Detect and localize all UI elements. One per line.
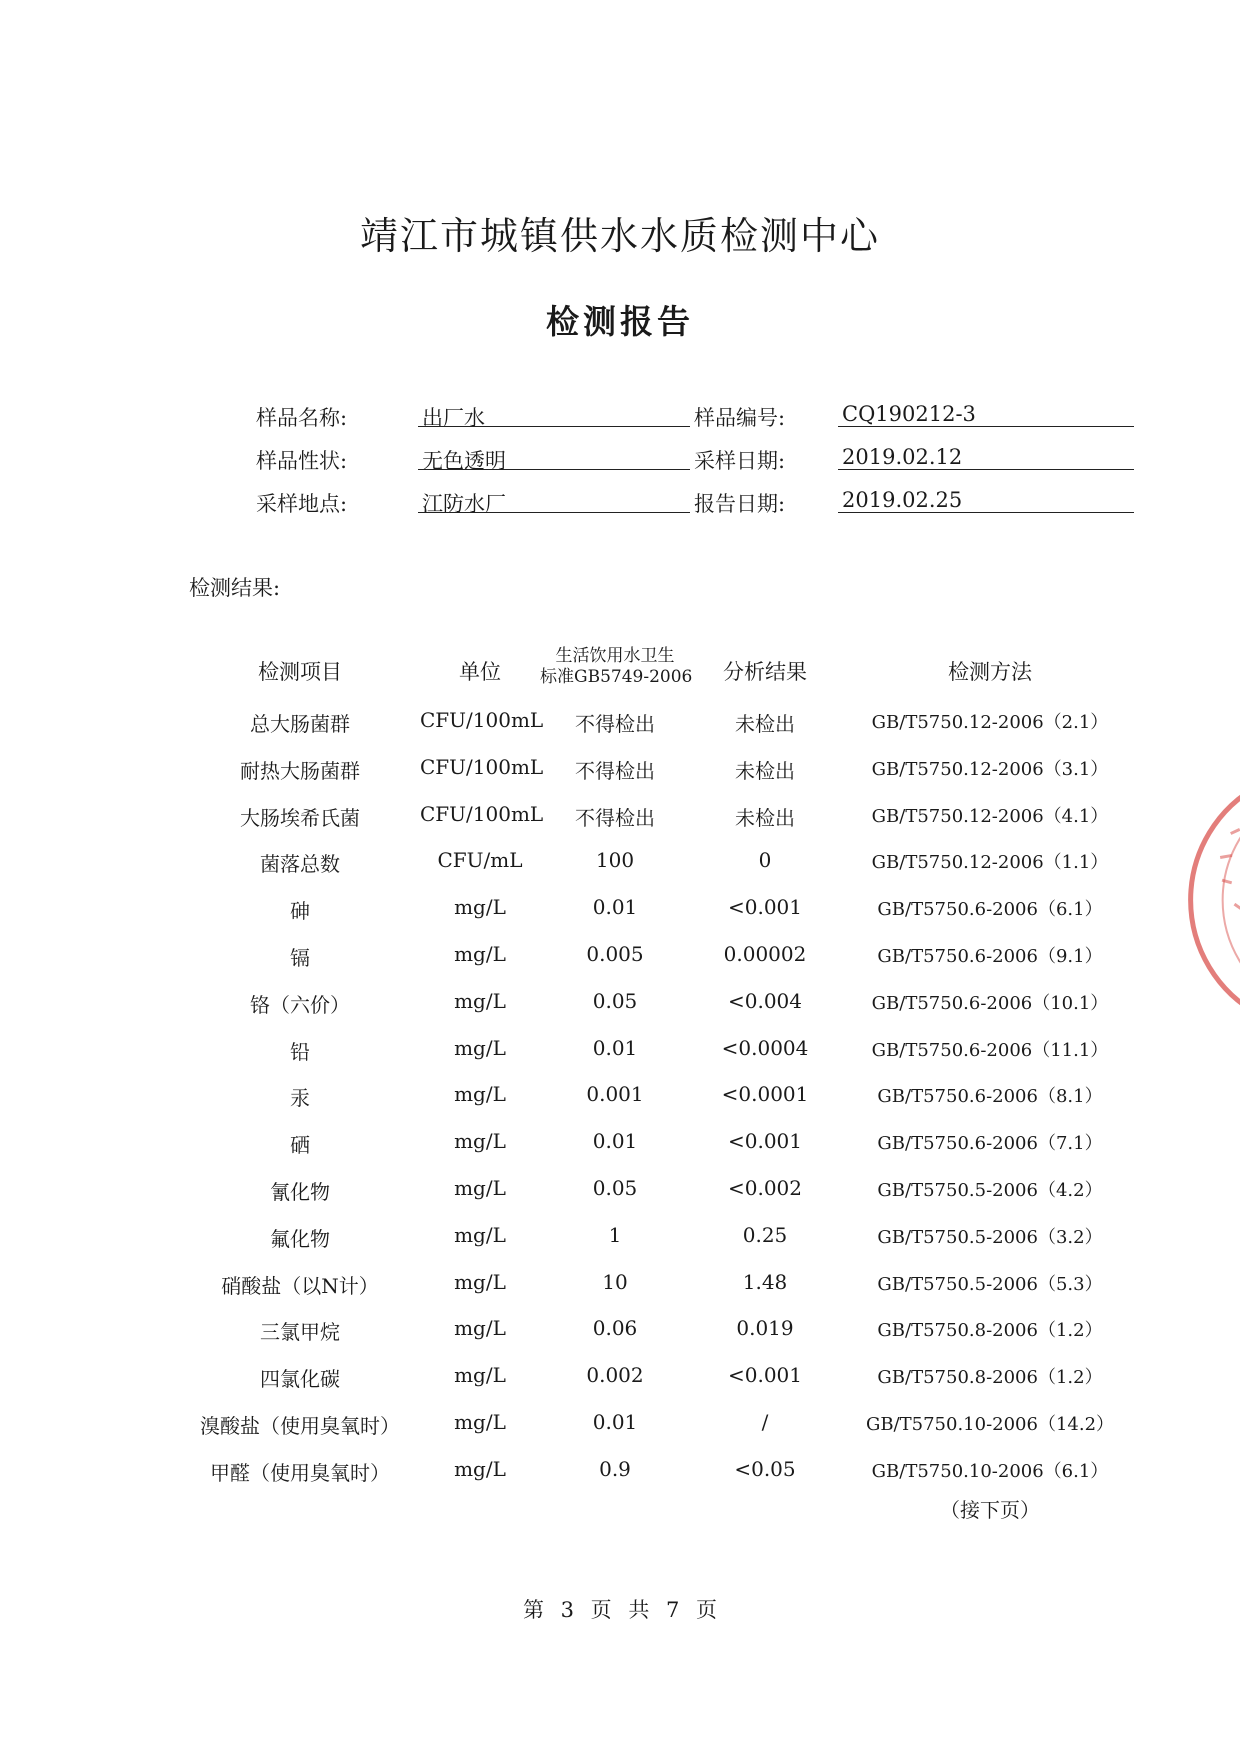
column-header-result: 分析结果	[723, 660, 807, 684]
column-header-standard	[540, 646, 693, 688]
cell-standard: 0.002	[586, 1363, 644, 1387]
cell-item: 菌落总数	[260, 852, 340, 876]
cell-standard: 不得检出	[575, 806, 655, 830]
column-header-unit: 单位	[459, 660, 501, 684]
sample-name-underline	[418, 426, 690, 427]
cell-result: <0.0001	[721, 1082, 809, 1106]
cell-unit: mg/L	[454, 989, 506, 1013]
cell-unit: mg/L	[454, 1082, 506, 1106]
cell-method: GB/T5750.12-2006（4.1）	[871, 806, 1109, 827]
cell-result: 0	[758, 848, 772, 872]
cell-method: GB/T5750.12-2006（2.1）	[871, 712, 1109, 733]
cell-unit: mg/L	[454, 1457, 506, 1481]
sample-state-value: 无色透明	[422, 449, 506, 473]
sampling-site-label: 采样地点:	[256, 492, 348, 516]
cell-item: 氰化物	[270, 1180, 330, 1204]
column-header-standard-line1: 生活饮用水卫生	[555, 646, 675, 666]
cell-result: 未检出	[735, 712, 795, 736]
cell-method: GB/T5750.10-2006（6.1）	[871, 1461, 1109, 1482]
sample-state-label: 样品性状:	[256, 449, 348, 473]
cell-method: GB/T5750.6-2006（9.1）	[877, 946, 1103, 967]
cell-result: <0.001	[727, 1363, 802, 1387]
cell-item: 硒	[290, 1133, 310, 1157]
cell-unit: mg/L	[454, 1410, 506, 1434]
cell-standard: 10	[602, 1270, 628, 1294]
cell-result: <0.0004	[721, 1036, 809, 1060]
cell-unit: mg/L	[454, 1363, 506, 1387]
cell-unit: mg/L	[454, 1176, 506, 1200]
column-header-item: 检测项目	[258, 660, 342, 684]
cell-result: <0.05	[734, 1457, 796, 1481]
cell-unit: mg/L	[454, 1270, 506, 1294]
cell-standard: 0.01	[592, 895, 638, 919]
cell-standard: 0.05	[592, 1176, 638, 1200]
cell-item: 铅	[290, 1040, 310, 1064]
sampling-site-value: 江防水厂	[422, 492, 506, 516]
cell-result: 未检出	[735, 759, 795, 783]
cell-standard: 不得检出	[575, 712, 655, 736]
cell-method: GB/T5750.8-2006（1.2）	[877, 1367, 1103, 1388]
cell-result: 0.019	[736, 1316, 794, 1340]
cell-result: <0.004	[727, 989, 802, 1013]
report-title: 检测报告	[546, 302, 694, 341]
cell-method: GB/T5750.6-2006（10.1）	[871, 993, 1109, 1014]
cell-standard: 0.06	[592, 1316, 638, 1340]
cell-method: GB/T5750.8-2006（1.2）	[877, 1320, 1103, 1341]
cell-result: /	[761, 1410, 769, 1434]
cell-item: 四氯化碳	[260, 1367, 340, 1391]
page-number: 第 3 页 共 7 页	[522, 1598, 718, 1622]
sampling-date-underline	[838, 469, 1134, 470]
cell-standard: 0.9	[599, 1457, 631, 1481]
official-seal	[1160, 770, 1240, 1030]
cell-method: GB/T5750.6-2006（11.1）	[871, 1040, 1109, 1061]
cell-unit: CFU/100mL	[420, 802, 544, 826]
cell-method: GB/T5750.5-2006（3.2）	[877, 1227, 1103, 1248]
cell-unit: mg/L	[454, 942, 506, 966]
cell-result: 1.48	[742, 1270, 788, 1294]
cell-standard: 0.001	[586, 1082, 644, 1106]
sampling-date-label: 采样日期:	[694, 449, 786, 473]
organization-title: 靖江市城镇供水水质检测中心	[359, 214, 880, 258]
cell-method: GB/T5750.12-2006（1.1）	[871, 852, 1109, 873]
cell-method: GB/T5750.5-2006（4.2）	[877, 1180, 1103, 1201]
cell-item: 铬（六价）	[250, 993, 350, 1017]
cell-unit: CFU/100mL	[420, 708, 544, 732]
cell-standard: 0.01	[592, 1410, 638, 1434]
cell-method: GB/T5750.12-2006（3.1）	[871, 759, 1109, 780]
cell-standard: 不得检出	[575, 759, 655, 783]
cell-item: 耐热大肠菌群	[240, 759, 360, 783]
cell-standard: 0.01	[592, 1129, 638, 1153]
sample-name-value: 出厂水	[422, 406, 485, 430]
report-date-underline	[838, 512, 1134, 513]
cell-item: 三氯甲烷	[260, 1320, 340, 1344]
cell-method: GB/T5750.6-2006（8.1）	[877, 1086, 1103, 1107]
cell-unit: mg/L	[454, 895, 506, 919]
cell-standard: 0.05	[592, 989, 638, 1013]
sampling-site-underline	[418, 512, 690, 513]
cell-result: <0.001	[727, 895, 802, 919]
cell-item: 氟化物	[270, 1227, 330, 1251]
cell-standard: 100	[595, 848, 635, 872]
cell-item: 硝酸盐（以N计）	[221, 1274, 379, 1298]
column-header-standard-line2: 标准GB5749-2006	[540, 667, 693, 687]
cell-item: 汞	[290, 1086, 310, 1110]
cell-item: 大肠埃希氏菌	[240, 806, 360, 830]
cell-unit: mg/L	[454, 1129, 506, 1153]
sample-no-underline	[838, 426, 1134, 427]
cell-method: GB/T5750.6-2006（7.1）	[877, 1133, 1103, 1154]
sample-state-underline	[418, 469, 690, 470]
cell-item: 镉	[290, 946, 310, 970]
cell-result: 未检出	[735, 806, 795, 830]
sample-no-label: 样品编号:	[694, 406, 786, 430]
cell-item: 总大肠菌群	[250, 712, 350, 736]
cell-standard: 1	[608, 1223, 622, 1247]
sample-name-label: 样品名称:	[256, 406, 348, 430]
cell-result: 0.25	[742, 1223, 788, 1247]
column-header-method: 检测方法	[948, 660, 1032, 684]
cell-unit: CFU/100mL	[420, 755, 544, 779]
report-date-value: 2019.02.25	[842, 488, 963, 512]
cell-standard: 0.01	[592, 1036, 638, 1060]
sampling-date-value: 2019.02.12	[842, 445, 963, 469]
cell-item: 砷	[290, 899, 310, 923]
results-section-title: 检测结果:	[189, 576, 281, 600]
cell-unit: mg/L	[454, 1223, 506, 1247]
cell-method: GB/T5750.5-2006（5.3）	[877, 1274, 1103, 1295]
cell-unit: mg/L	[454, 1036, 506, 1060]
cell-item: 溴酸盐（使用臭氧时）	[200, 1414, 400, 1438]
cell-method: GB/T5750.6-2006（6.1）	[877, 899, 1103, 920]
cell-unit: CFU/mL	[437, 848, 523, 872]
report-date-label: 报告日期:	[694, 492, 786, 516]
continue-note: （接下页）	[940, 1498, 1040, 1522]
cell-standard: 0.005	[586, 942, 644, 966]
cell-unit: mg/L	[454, 1316, 506, 1340]
cell-method: GB/T5750.10-2006（14.2）	[865, 1414, 1115, 1435]
cell-item: 甲醛（使用臭氧时）	[210, 1461, 390, 1485]
sample-no-value: CQ190212-3	[842, 402, 976, 426]
cell-result: <0.001	[727, 1129, 802, 1153]
cell-result: <0.002	[727, 1176, 802, 1200]
cell-result: 0.00002	[723, 942, 807, 966]
